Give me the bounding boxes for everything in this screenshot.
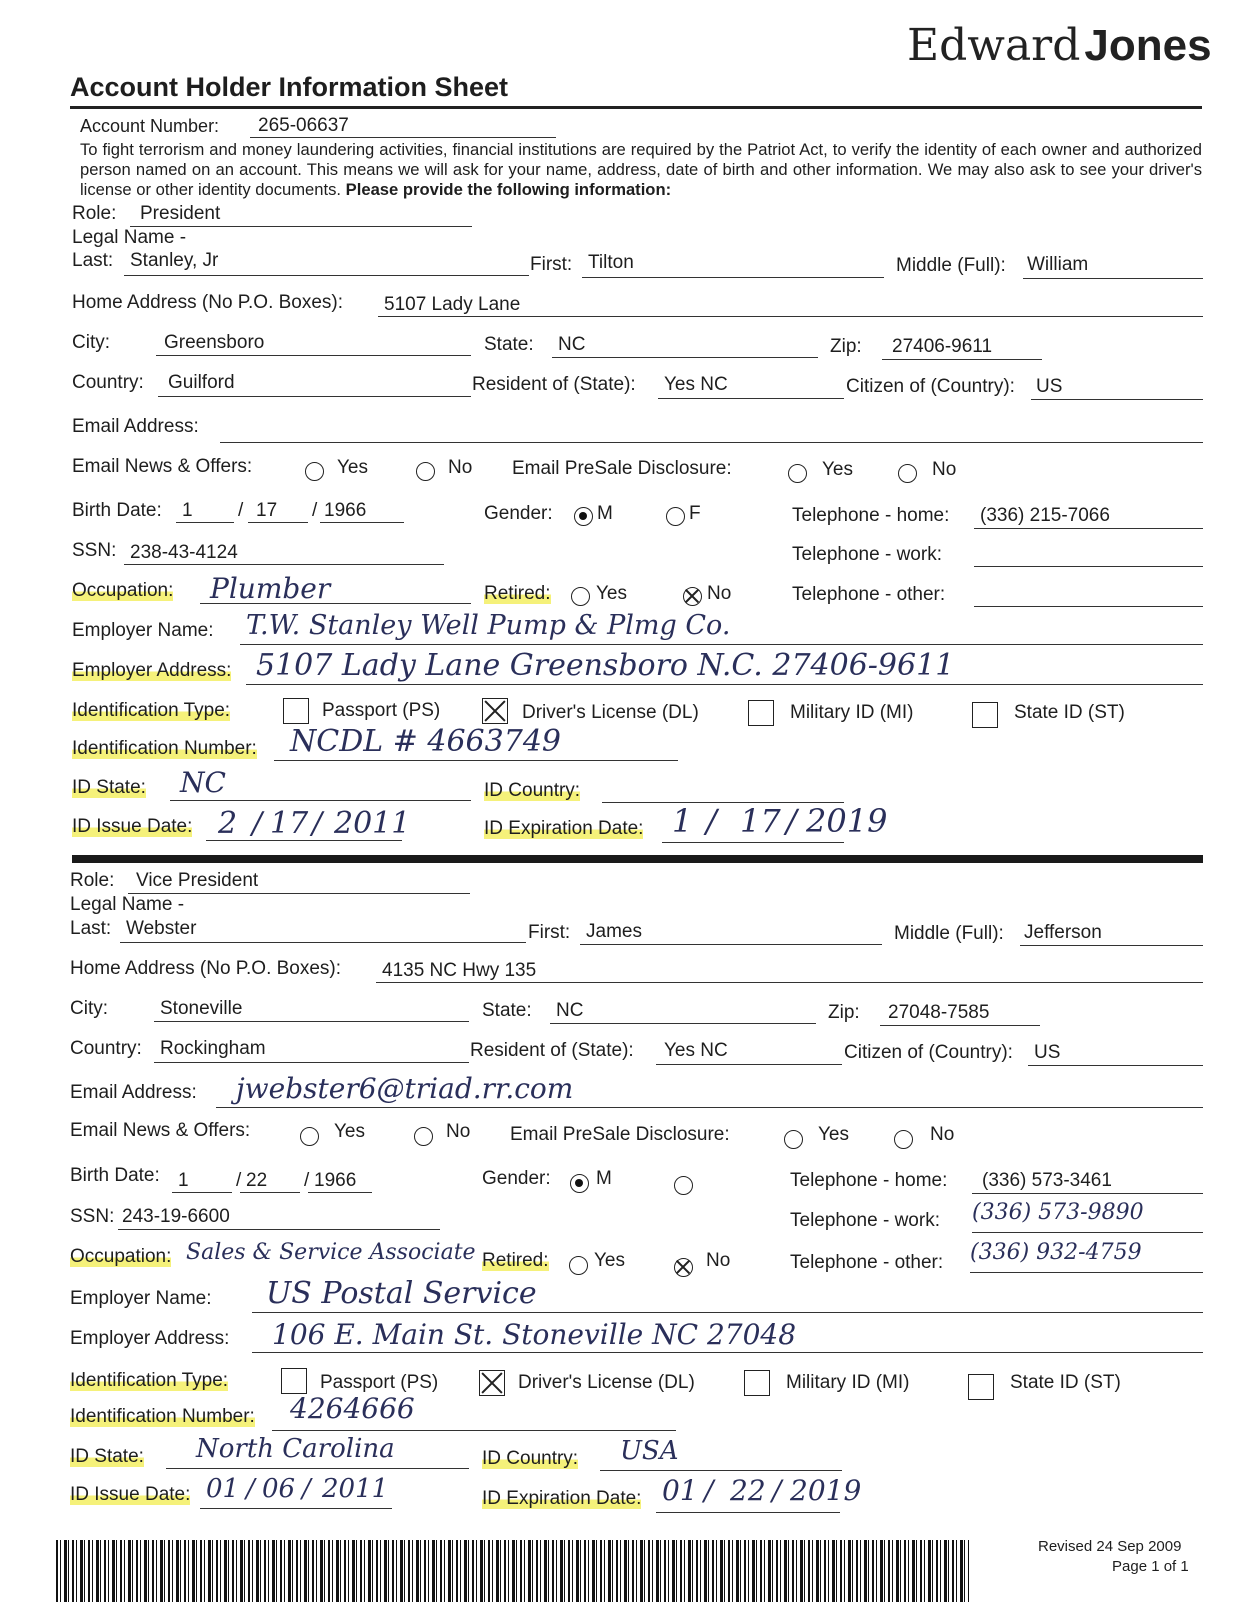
h2-id-exp-line	[656, 1512, 840, 1513]
h1-retired-label-text: Retired:	[484, 583, 551, 604]
brand-bold: Jones	[1084, 21, 1212, 70]
h1-tel-work-label: Telephone - work:	[792, 544, 942, 565]
h2-tel-other-line	[970, 1272, 1203, 1273]
h2-id-issue-slash-2: /	[302, 1474, 311, 1504]
h2-birth-month-line	[172, 1192, 232, 1193]
h2-id-number-label	[70, 1406, 255, 1428]
h2-tel-work-line	[972, 1232, 1203, 1233]
h2-ssn-label: SSN:	[70, 1206, 115, 1227]
h2-tel-other-value[interactable]: (336) 932-4759	[970, 1240, 1142, 1265]
h2-tel-home-label: Telephone - home:	[790, 1170, 948, 1191]
h2-resident-label: Resident of (State):	[470, 1040, 634, 1061]
h2-city-label: City:	[70, 998, 108, 1019]
h1-retired-yes-radio[interactable]	[571, 587, 590, 606]
h2-email-news-yes-radio[interactable]	[300, 1127, 319, 1146]
h1-id-number-label	[72, 738, 257, 760]
h1-military-label: Military ID (MI)	[790, 702, 914, 723]
h2-home-address-value: 4135 NC Hwy 135	[382, 960, 537, 981]
h2-birth-slash-2: /	[304, 1170, 310, 1191]
h1-tel-work-line	[974, 566, 1203, 567]
h2-home-address-line	[376, 982, 1203, 983]
h2-retired-yes-radio[interactable]	[569, 1256, 588, 1275]
h2-citizen-line	[1028, 1065, 1203, 1066]
h1-id-state-line	[170, 800, 471, 801]
intro-paragraph	[80, 140, 1202, 200]
h1-employer-name-line	[240, 644, 1203, 645]
h1-employer-name-label: Employer Name:	[72, 620, 214, 641]
h1-tel-home-value: (336) 215-7066	[980, 505, 1110, 526]
h2-zip-line	[880, 1025, 1040, 1026]
h1-email-news-yes-radio[interactable]	[305, 462, 324, 481]
h1-drivers-license-label: Driver's License (DL)	[522, 702, 699, 723]
h2-id-issue-day[interactable]: 06	[262, 1474, 296, 1504]
h2-drivers-license-checkbox[interactable]	[479, 1370, 505, 1396]
h1-id-exp-slash-2: /	[786, 802, 797, 840]
h2-id-country-label	[482, 1448, 578, 1470]
h1-id-issue-label-text: ID Issue Date:	[72, 816, 193, 837]
h2-passport-checkbox[interactable]	[281, 1368, 307, 1394]
h1-role-value: President	[140, 203, 221, 224]
h2-birth-year: 1966	[314, 1170, 357, 1191]
h1-id-type-label-text: Identification Type:	[72, 700, 231, 721]
h1-zip-value: 27406-9611	[892, 336, 993, 357]
h2-country-value: Rockingham	[160, 1038, 266, 1059]
h1-id-exp-day[interactable]: 17	[740, 802, 781, 840]
h2-tel-home-value: (336) 573-3461	[982, 1170, 1112, 1191]
h1-state-id-checkbox[interactable]	[972, 702, 998, 728]
h1-ssn-value: 238-43-4124	[130, 542, 238, 563]
h1-employer-name-value[interactable]: T.W. Stanley Well Pump & Plmg Co.	[246, 610, 731, 641]
h2-country-label: Country:	[70, 1038, 142, 1059]
h1-birth-day-line	[248, 522, 308, 523]
h2-email-value[interactable]: jwebster6@triad.rr.com	[236, 1072, 574, 1105]
section-divider	[72, 855, 1203, 863]
h1-country-label: Country:	[72, 372, 144, 393]
h2-state-id-label: State ID (ST)	[1010, 1372, 1121, 1393]
h2-retired-yes-label: Yes	[594, 1250, 625, 1271]
h1-id-issue-year[interactable]: 2011	[334, 806, 411, 841]
h1-gender-f-radio[interactable]	[666, 507, 685, 526]
h2-birth-slash-1: /	[236, 1170, 242, 1191]
h1-id-issue-slash-2: /	[312, 806, 323, 841]
h2-drivers-license-label: Driver's License (DL)	[518, 1372, 695, 1393]
h1-birth-month: 1	[182, 500, 193, 521]
h1-zip-line	[882, 359, 1042, 360]
h2-id-expiration-label	[482, 1488, 641, 1510]
h2-middle-value: Jefferson	[1024, 922, 1102, 943]
h1-email-news-yes-label: Yes	[337, 457, 368, 478]
page-number: Page 1 of 1	[1112, 1558, 1189, 1575]
h2-last-label: Last:	[70, 918, 112, 939]
h1-resident-value: Yes NC	[664, 374, 728, 395]
barcode	[56, 1540, 969, 1602]
h1-id-state-label	[72, 777, 146, 799]
h2-id-issue-year[interactable]: 2011	[322, 1474, 389, 1504]
h1-city-label: City:	[72, 332, 110, 353]
h2-email-line	[216, 1107, 1203, 1108]
h1-birth-slash-2: /	[312, 500, 318, 521]
h2-retired-label	[482, 1250, 549, 1272]
h1-first-label: First:	[530, 254, 573, 275]
h1-drivers-license-checkbox[interactable]	[482, 698, 508, 724]
h1-retired-no-radio[interactable]	[683, 587, 702, 606]
h1-email-news-label: Email News & Offers:	[72, 456, 253, 477]
h2-first-label: First:	[528, 922, 571, 943]
h2-birth-date-label: Birth Date:	[70, 1165, 160, 1186]
h1-email-line	[220, 442, 1203, 443]
h1-tel-other-line	[974, 606, 1203, 607]
h2-first-line	[580, 944, 882, 945]
h2-id-issue-slash-1: /	[246, 1474, 255, 1504]
h2-id-exp-day[interactable]: 22	[730, 1474, 766, 1507]
account-number-line	[250, 137, 556, 138]
h2-military-label: Military ID (MI)	[786, 1372, 910, 1393]
h1-email-news-no-radio[interactable]	[416, 462, 435, 481]
h2-occupation-label	[70, 1246, 171, 1268]
h2-country-line	[154, 1062, 469, 1063]
h1-id-number-label-text: Identification Number:	[72, 738, 257, 759]
h2-zip-value: 27048-7585	[888, 1002, 990, 1023]
h1-email-presale-yes-label: Yes	[822, 459, 853, 480]
h2-gender-m-label: M	[596, 1168, 612, 1189]
h2-occupation-label-text: Occupation:	[70, 1246, 172, 1267]
h1-id-state-value[interactable]: NC	[180, 766, 226, 799]
h1-email-presale-no-label: No	[932, 459, 957, 480]
h1-email-presale-no-radio[interactable]	[898, 464, 917, 483]
h2-id-number-label-text: Identification Number:	[70, 1406, 255, 1427]
h2-email-news-yes-label: Yes	[334, 1121, 365, 1142]
h1-gender-m-label: M	[597, 503, 613, 524]
h1-citizen-line	[1031, 399, 1203, 400]
h1-tel-other-label: Telephone - other:	[792, 584, 946, 605]
h2-resident-value: Yes NC	[664, 1040, 728, 1061]
h1-middle-value: William	[1027, 254, 1089, 275]
h1-passport-checkbox[interactable]	[283, 698, 309, 724]
h2-tel-other-label: Telephone - other:	[790, 1252, 944, 1273]
h2-id-state-label	[70, 1446, 144, 1468]
h2-id-expiration-label-text: ID Expiration Date:	[482, 1488, 642, 1509]
h1-id-exp-month[interactable]: 1	[672, 802, 693, 840]
h2-state-value: NC	[556, 1000, 584, 1021]
h2-gender-f-radio[interactable]	[674, 1176, 693, 1195]
h2-email-presale-no-radio[interactable]	[894, 1130, 913, 1149]
h2-birth-year-line	[308, 1192, 372, 1193]
h2-employer-address-value[interactable]: 106 E. Main St. Stoneville NC 27048	[272, 1318, 797, 1351]
h1-occupation-value[interactable]: Plumber	[210, 572, 331, 605]
h1-ssn-label: SSN:	[72, 540, 117, 561]
h1-id-exp-year[interactable]: 2019	[806, 802, 888, 840]
h1-gender-f-label: F	[689, 503, 701, 524]
h1-birth-slash-1: /	[238, 500, 244, 521]
h2-retired-no-radio[interactable]	[674, 1258, 693, 1277]
h1-email-news-no-label: No	[448, 457, 473, 478]
h2-id-state-line	[166, 1468, 469, 1469]
h1-passport-label: Passport (PS)	[322, 700, 441, 721]
h1-id-issue-label	[72, 816, 192, 838]
h2-id-type-label	[70, 1370, 228, 1392]
h2-resident-line	[656, 1064, 842, 1065]
h2-zip-label: Zip:	[828, 1002, 860, 1023]
h2-id-exp-slash-1: /	[704, 1474, 714, 1507]
page-title: Account Holder Information Sheet	[70, 72, 509, 102]
h1-id-exp-line	[662, 842, 844, 843]
h2-id-country-label-text: ID Country:	[482, 1448, 579, 1469]
h1-home-address-value: 5107 Lady Lane	[384, 294, 521, 315]
h2-tel-work-value[interactable]: (336) 573-9890	[972, 1200, 1144, 1225]
h1-retired-yes-label: Yes	[596, 583, 627, 604]
h1-first-value: Tilton	[588, 252, 634, 273]
h2-id-exp-year[interactable]: 2019	[790, 1474, 862, 1507]
h2-retired-label-text: Retired:	[482, 1250, 549, 1271]
h2-last-value: Webster	[126, 918, 197, 939]
h1-occupation-line	[200, 603, 471, 604]
h1-birth-year: 1966	[324, 500, 367, 521]
h1-middle-line	[1023, 278, 1203, 279]
h1-home-address-line	[378, 316, 1203, 317]
h1-gender-m-radio[interactable]	[574, 507, 593, 526]
h1-email-presale-label: Email PreSale Disclosure:	[512, 458, 732, 479]
h1-id-issue-slash-1: /	[252, 806, 263, 841]
h1-email-label: Email Address:	[72, 416, 199, 437]
account-number-label: Account Number:	[80, 116, 220, 136]
h2-employer-name-line	[252, 1312, 1203, 1313]
h2-role-value: Vice President	[136, 870, 259, 891]
h1-military-checkbox[interactable]	[748, 700, 774, 726]
h2-id-issue-month[interactable]: 01	[206, 1474, 240, 1504]
h2-id-issue-label-text: ID Issue Date:	[70, 1484, 191, 1505]
h1-state-line	[552, 357, 818, 358]
h2-city-value: Stoneville	[160, 998, 243, 1019]
h2-birth-day-line	[240, 1192, 300, 1193]
h1-id-exp-slash-1: /	[706, 802, 717, 840]
h1-id-issue-day[interactable]: 17	[270, 806, 309, 841]
h2-email-label: Email Address:	[70, 1082, 197, 1103]
h1-retired-no-label: No	[707, 583, 732, 604]
h2-home-address-label: Home Address (No P.O. Boxes):	[70, 958, 342, 979]
h2-passport-label: Passport (PS)	[320, 1372, 439, 1393]
h2-id-type-label-text: Identification Type:	[70, 1370, 229, 1391]
h2-id-exp-month[interactable]: 01	[662, 1474, 698, 1507]
h2-employer-name-value[interactable]: US Postal Service	[266, 1276, 537, 1311]
h1-birth-day: 17	[256, 500, 278, 521]
h2-birth-day: 22	[246, 1170, 268, 1191]
h2-occupation-value[interactable]: Sales & Service Associate	[186, 1240, 476, 1265]
h2-citizen-label: Citizen of (Country):	[844, 1042, 1013, 1063]
h1-email-presale-yes-radio[interactable]	[788, 464, 807, 483]
h1-country-line	[158, 396, 471, 397]
h1-employer-address-label	[72, 660, 231, 682]
h1-retired-label	[484, 583, 551, 605]
h1-last-label: Last:	[72, 250, 114, 271]
h1-city-line	[156, 355, 471, 356]
h2-gender-label: Gender:	[482, 1168, 551, 1189]
h2-tel-work-label: Telephone - work:	[790, 1210, 940, 1231]
h2-last-line	[120, 942, 526, 943]
h2-id-exp-slash-2: /	[772, 1474, 782, 1507]
h1-citizen-value: US	[1036, 376, 1063, 397]
h1-city-value: Greensboro	[164, 332, 265, 353]
h2-id-issue-label	[70, 1484, 190, 1506]
h1-birth-month-line	[176, 522, 234, 523]
h2-email-news-no-radio[interactable]	[414, 1127, 433, 1146]
h2-email-news-label: Email News & Offers:	[70, 1120, 251, 1141]
h2-tel-home-line	[972, 1193, 1203, 1194]
h1-last-value: Stanley, Jr	[130, 250, 219, 271]
h1-id-number-line	[274, 760, 678, 761]
intro-text: To fight terrorism and money laundering activities, financial institutions are required by the Patriot Act, to verify the identity of each owner and authorized person named on an account. This means we will ask for your name, address, date of birth and other information. We may also ask to see your driver's license or other identity documents.	[80, 140, 1202, 199]
h1-occupation-label	[72, 580, 173, 602]
h1-citizen-label: Citizen of (Country):	[846, 376, 1015, 397]
h1-last-line	[124, 275, 529, 276]
intro-bold: Please provide the following information:	[345, 180, 672, 199]
h2-first-value: James	[586, 921, 642, 942]
h2-birth-month: 1	[178, 1170, 189, 1191]
h2-employer-address-label: Employer Address:	[70, 1328, 230, 1349]
h1-employer-address-value[interactable]: 5107 Lady Lane Greensboro N.C. 27406-9611	[256, 648, 955, 683]
h1-birth-year-line	[320, 522, 404, 523]
h1-birth-date-label: Birth Date:	[72, 500, 162, 521]
h1-id-country-label	[484, 780, 580, 802]
h2-gender-m-radio[interactable]	[570, 1174, 589, 1193]
h1-id-issue-month[interactable]: 2	[218, 806, 238, 841]
h2-id-state-value[interactable]: North Carolina	[196, 1434, 395, 1464]
h1-resident-line	[658, 398, 844, 399]
h2-middle-label: Middle (Full):	[894, 923, 1004, 944]
h2-email-presale-label: Email PreSale Disclosure:	[510, 1124, 730, 1145]
h1-id-country-label-text: ID Country:	[484, 780, 581, 801]
h2-email-presale-yes-radio[interactable]	[784, 1130, 803, 1149]
h1-id-issue-line	[206, 840, 402, 841]
h1-ssn-line	[124, 564, 444, 565]
h2-state-label: State:	[482, 1000, 532, 1021]
revised-date: Revised 24 Sep 2009	[1038, 1538, 1182, 1555]
h1-zip-label: Zip:	[830, 336, 862, 357]
h2-email-news-no-label: No	[446, 1121, 471, 1142]
brand-regular: Edward	[907, 20, 1081, 71]
account-number-value: 265-06637	[258, 115, 349, 136]
h1-id-type-label	[72, 700, 230, 722]
h1-employer-address-line	[246, 684, 1203, 685]
h2-city-line	[154, 1021, 469, 1022]
h2-role-label: Role:	[70, 870, 115, 891]
h2-state-line	[550, 1023, 816, 1024]
h2-id-state-label-text: ID State:	[70, 1446, 144, 1467]
h1-legal-name-label: Legal Name -	[72, 227, 187, 248]
h2-citizen-value: US	[1034, 1042, 1061, 1063]
h1-state-label: State:	[484, 334, 534, 355]
h1-tel-home-label: Telephone - home:	[792, 505, 950, 526]
h1-state-value: NC	[558, 334, 586, 355]
h2-id-country-line	[600, 1470, 842, 1471]
h2-id-number-line	[272, 1430, 676, 1431]
h1-country-value: Guilford	[168, 372, 235, 393]
h1-tel-home-line	[974, 528, 1203, 529]
h2-id-number-value[interactable]: 4264666	[290, 1392, 415, 1425]
title-rule	[70, 106, 1202, 109]
h1-id-expiration-label-text: ID Expiration Date:	[484, 818, 644, 839]
h2-middle-line	[1020, 945, 1203, 946]
h2-legal-name-label: Legal Name -	[70, 894, 185, 915]
h2-employer-address-line	[252, 1352, 1203, 1353]
h2-ssn-value: 243-19-6600	[122, 1206, 230, 1227]
h2-ssn-line	[118, 1229, 440, 1230]
h1-id-expiration-label	[484, 818, 643, 840]
h2-military-checkbox[interactable]	[744, 1370, 770, 1396]
brand-logo	[907, 20, 1212, 71]
h2-state-id-checkbox[interactable]	[968, 1374, 994, 1400]
h2-email-presale-yes-label: Yes	[818, 1124, 849, 1145]
h1-id-number-value[interactable]: NCDL # 4663749	[290, 724, 561, 759]
h2-employer-name-label: Employer Name:	[70, 1288, 212, 1309]
h2-email-presale-no-label: No	[930, 1124, 955, 1145]
h1-middle-label: Middle (Full):	[896, 255, 1006, 276]
h1-home-address-label: Home Address (No P.O. Boxes):	[72, 292, 344, 313]
h1-role-label: Role:	[72, 203, 117, 224]
h1-first-line	[582, 277, 884, 278]
h1-employer-address-label-text: Employer Address:	[72, 660, 232, 681]
h2-id-issue-line	[200, 1508, 392, 1509]
h1-id-state-label-text: ID State:	[72, 777, 146, 798]
h1-resident-label: Resident of (State):	[472, 374, 636, 395]
h1-occupation-label-text: Occupation:	[72, 580, 174, 601]
h1-gender-label: Gender:	[484, 503, 553, 524]
h2-id-country-value[interactable]: USA	[620, 1436, 679, 1466]
h2-retired-no-label: No	[706, 1250, 731, 1271]
h1-state-id-label: State ID (ST)	[1014, 702, 1125, 723]
